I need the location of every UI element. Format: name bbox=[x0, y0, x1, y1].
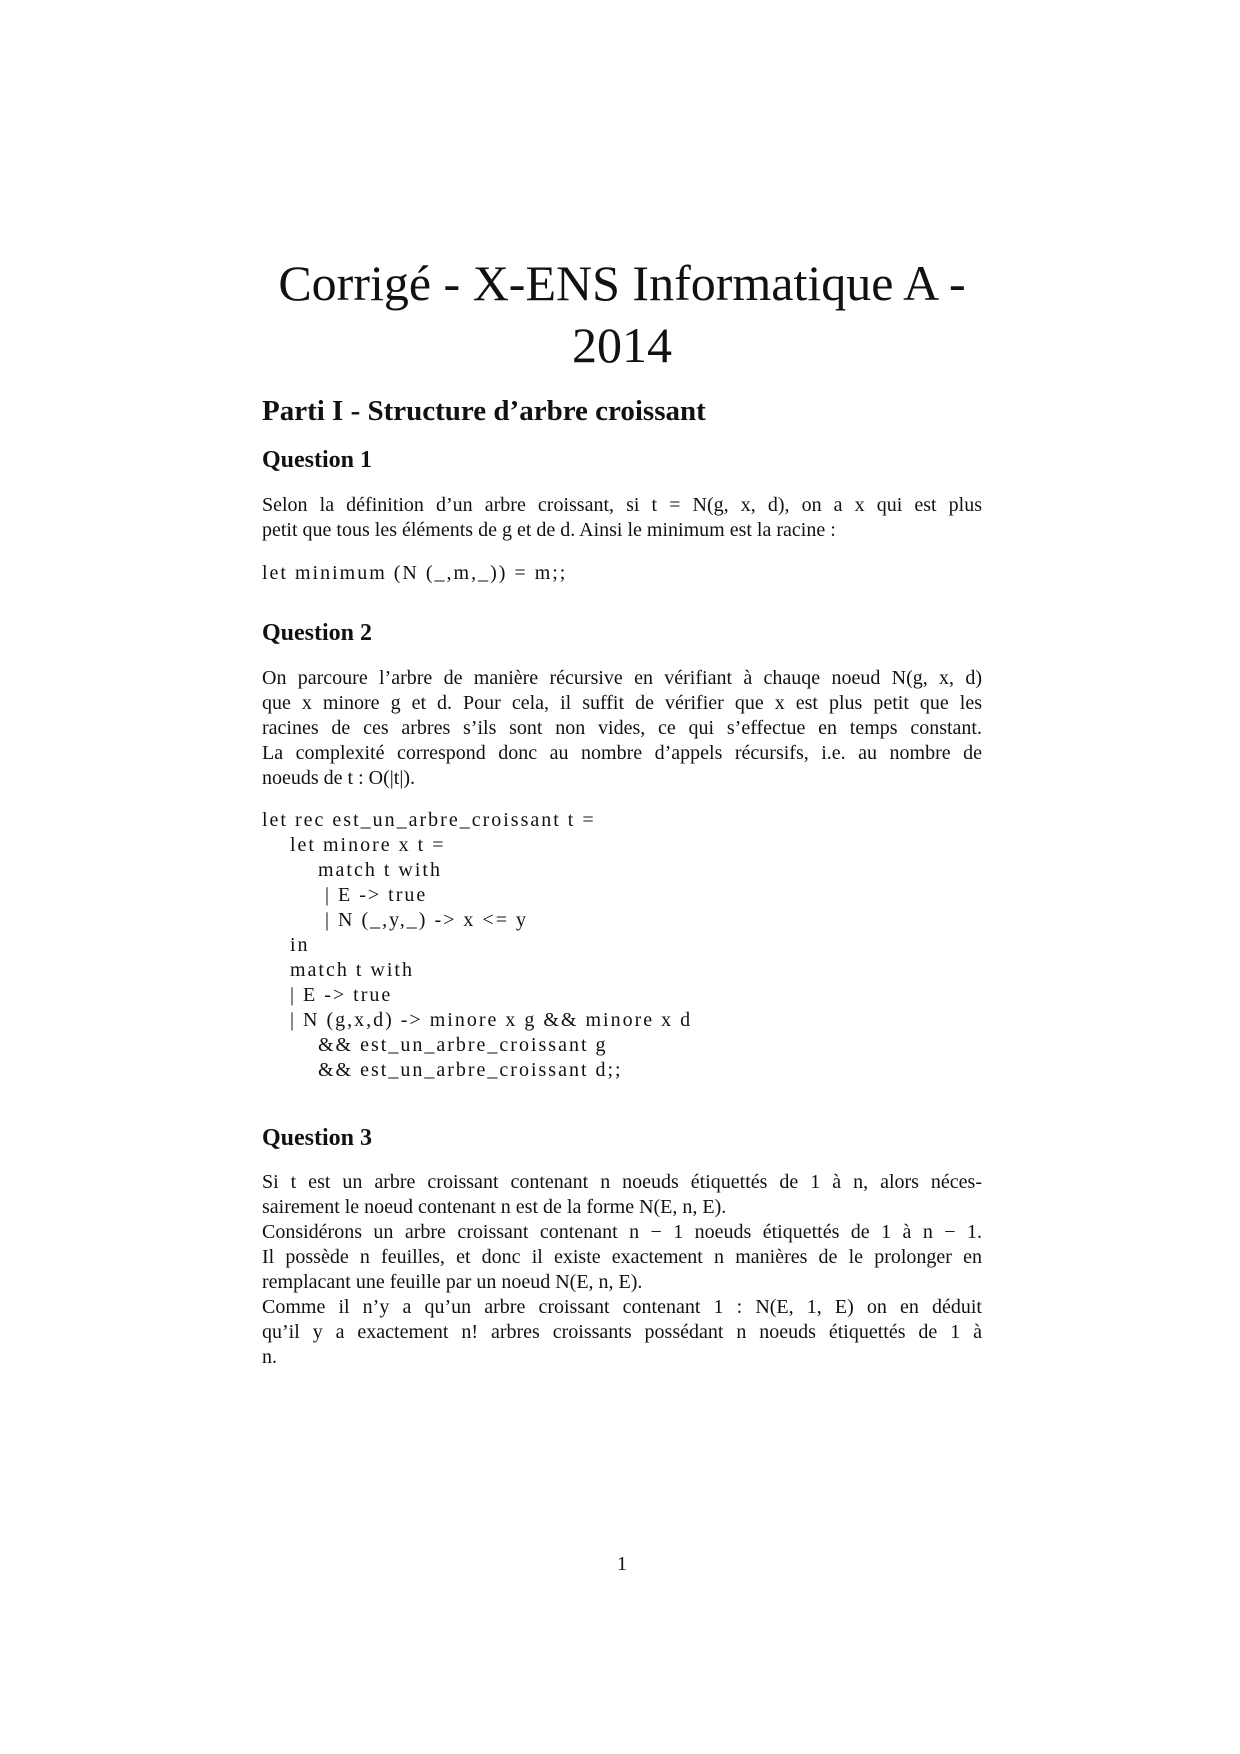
text-line: racines de ces arbres s’ils sont non vides, ce qui s’effectue en temps constant. bbox=[262, 717, 982, 739]
code-line: && est_un_arbre_croissant g bbox=[262, 1034, 608, 1056]
text-line: n. bbox=[262, 1346, 277, 1368]
code-line: match t with bbox=[262, 959, 414, 981]
text-line: On parcoure l’arbre de manière récursive en vérifiant à chauqe noeud N(g, x, d) bbox=[262, 667, 982, 689]
page-number: 1 bbox=[617, 1553, 627, 1575]
part-heading: Parti I - Structure d’arbre croissant bbox=[262, 395, 706, 427]
text-line: Il possède n feuilles, et donc il existe exactement n manières de le prolonger en bbox=[262, 1246, 982, 1268]
code-line: in bbox=[262, 934, 310, 956]
text-line: remplacant une feuille par un noeud N(E, n, E). bbox=[262, 1271, 643, 1293]
question-2-heading: Question 2 bbox=[262, 620, 373, 646]
code-line: | E -> true bbox=[262, 984, 393, 1006]
question-3-text bbox=[262, 1170, 982, 1370]
question-2-code bbox=[262, 808, 692, 1083]
question-1-text bbox=[262, 493, 982, 543]
text-line: Si t est un arbre croissant contenant n noeuds étiquettés de 1 à n, alors néces- bbox=[262, 1171, 982, 1193]
code-line: let minore x t = bbox=[262, 834, 446, 856]
document-title: Corrigé - X-ENS Informatique A - 2014 bbox=[278, 255, 966, 373]
text-line: Selon la définition d’un arbre croissant, si t = N(g, x, d), on a x qui est plus bbox=[262, 494, 982, 516]
question-1-code bbox=[262, 561, 567, 586]
text-line: qu’il y a exactement n! arbres croissants possédant n noeuds étiquettés de 1 à bbox=[262, 1321, 982, 1343]
text-line: petit que tous les éléments de g et de d. Ainsi le minimum est la racine : bbox=[262, 519, 836, 541]
text-line: Considérons un arbre croissant contenant n − 1 noeuds étiquettés de 1 à n − 1. bbox=[262, 1221, 982, 1243]
code-line: let rec est_un_arbre_croissant t = bbox=[262, 809, 596, 831]
code-line: | N (g,x,d) -> minore x g && minore x d bbox=[262, 1009, 693, 1031]
text-line: La complexité correspond donc au nombre d’appels récursifs, i.e. au nombre de bbox=[262, 742, 982, 764]
text-line: que x minore g et d. Pour cela, il suffit de vérifier que x est plus petit que les bbox=[262, 692, 982, 714]
question-2-text bbox=[262, 666, 982, 791]
text-line: noeuds de t : O(|t|). bbox=[262, 767, 415, 789]
code-line: | N (_,y,_) -> x <= y bbox=[262, 909, 528, 931]
text-line: sairement le noeud contenant n est de la forme N(E, n, E). bbox=[262, 1196, 727, 1218]
question-1-heading: Question 1 bbox=[262, 447, 373, 473]
code-line: | E -> true bbox=[262, 884, 428, 906]
text-line: Comme il n’y a qu’un arbre croissant contenant 1 : N(E, 1, E) on en déduit bbox=[262, 1296, 982, 1318]
code-line: && est_un_arbre_croissant d;; bbox=[262, 1059, 623, 1081]
code-line: let minimum (N (_,m,_)) = m;; bbox=[262, 562, 568, 584]
code-line: match t with bbox=[262, 859, 442, 881]
question-3-heading: Question 3 bbox=[262, 1125, 373, 1151]
